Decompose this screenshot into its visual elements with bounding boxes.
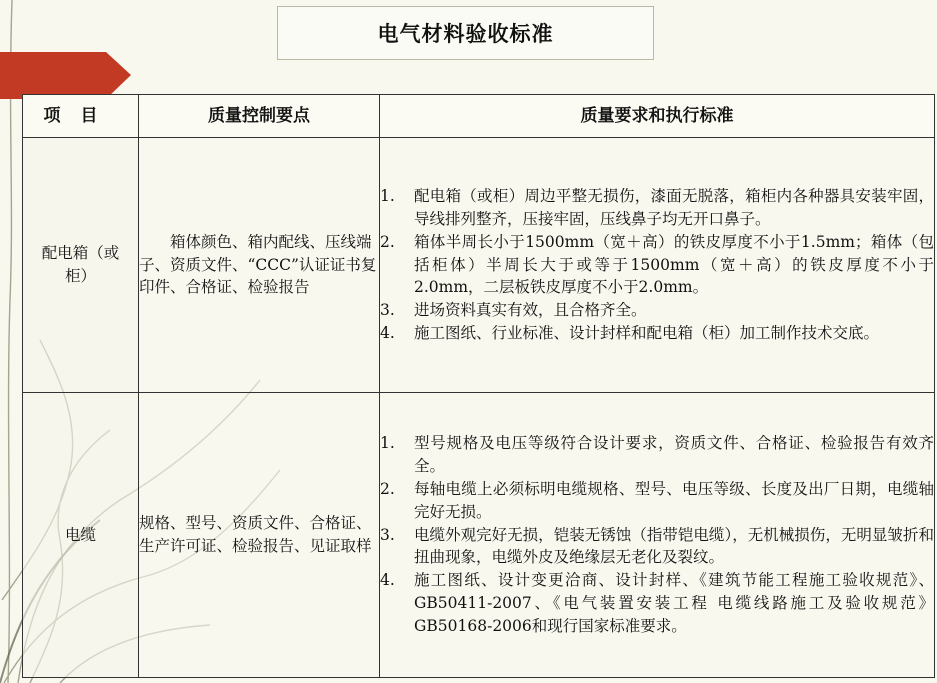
table-header-row [23,95,935,138]
table-row-distribution-box [23,138,935,393]
header-control-points: 质量控制要点 [139,95,380,138]
header-requirements: 质量要求和执行标准 [380,95,935,138]
row-control-points: 箱体颜色、箱内配线、压线端子、资质文件、“CCC”认证证书复印件、合格证、检验报告 [139,138,380,393]
list-item: 1. 配电箱（或柜）周边平整无损伤，漆面无脱落，箱柜内各种器具安装牢固，导线排列整齐，压接牢固，压线鼻子均无开口鼻子。 [380,187,934,228]
list-item: 4. 施工图纸、行业标准、设计封样和配电箱（柜）加工制作技术交底。 [380,323,880,342]
list-item: 3. 进场资料真实有效，且合格齐全。 [380,301,647,320]
page-title: 电气材料验收标准 [377,21,554,46]
list-item: 2. 每轴电缆上必须标明电缆规格、型号、电压等级、长度及出厂日期，电缆轴完好无损。 [380,480,934,521]
list-item: 4. 施工图纸、设计变更洽商、设计封样、《建筑节能工程施工验收规范》、GB50411-2007、《电气装置安装工程 电缆线路施工及验收规范》GB50168-2006和现行国家标准要求。 [380,571,934,635]
standards-table [22,94,935,678]
row-requirements [380,393,935,678]
row-control-points: 规格、型号、资质文件、合格证、生产许可证、检验报告、见证取样 [139,393,380,678]
list-item: 1. 型号规格及电压等级符合设计要求，资质文件、合格证、检验报告有效齐全。 [380,434,934,476]
row-requirements [380,138,935,393]
list-item: 3. 电缆外观完好无损，铠装无锈蚀（指带铠电缆），无机械损伤，无明显皱折和扭曲现象，电缆外皮及绝缘层无老化及裂纹。 [380,525,934,567]
list-item: 2. 箱体半周长小于1500mm（宽＋高）的铁皮厚度不小于1.5mm；箱体（包括柜体）半周长大于或等于1500mm（宽＋高）的铁皮厚度不小于2.0mm，二层板铁皮厚度不小于2.0mm。 [380,232,934,297]
header-item: 项目 [23,95,139,138]
row-category: 配电箱（或柜） [23,138,139,393]
row-category: 电缆 [23,393,139,678]
title-ribbon [0,52,131,99]
table-row-cable [23,393,935,678]
page-title-box [277,6,654,60]
